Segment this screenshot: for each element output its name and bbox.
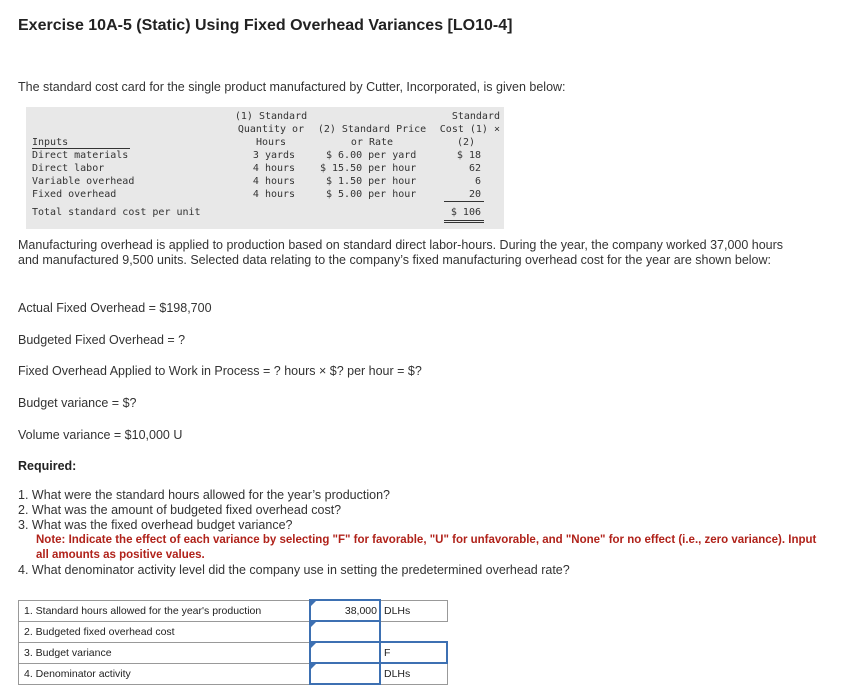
required-heading: Required: bbox=[18, 459, 77, 473]
answer-row bbox=[19, 642, 448, 663]
header-qty-3: Hours bbox=[255, 137, 287, 148]
row-price: $ 1.50 per hour bbox=[326, 176, 417, 187]
exercise-title: Exercise 10A-5 (Static) Using Fixed Overhead Variances [LO10-4] bbox=[18, 17, 513, 34]
row-cost: 62 bbox=[468, 163, 481, 174]
header-qty-1: (1) Standard bbox=[234, 111, 308, 122]
answer-spacer bbox=[380, 621, 447, 642]
row-qty: 4 hours bbox=[252, 189, 296, 200]
fixed-overhead-applied: Fixed Overhead Applied to Work in Process = ? hours × $? per hour = $? bbox=[18, 364, 422, 378]
answer-row bbox=[19, 600, 448, 621]
row-qty: 4 hours bbox=[252, 163, 296, 174]
row-price: $ 5.00 per hour bbox=[326, 189, 417, 200]
standard-hours-value: 38,000 bbox=[344, 604, 377, 617]
row-cost: 20 bbox=[468, 189, 481, 200]
intro-text: The standard cost card for the single product manufactured by Cutter, Incorporated, is given below: bbox=[18, 80, 566, 94]
total-double-line-1 bbox=[444, 220, 484, 221]
row-qty: 3 yards bbox=[252, 150, 296, 161]
budget-variance-input[interactable] bbox=[310, 642, 380, 663]
standard-cost-card bbox=[26, 107, 504, 229]
volume-variance-fact: Volume variance = $10,000 U bbox=[18, 428, 183, 442]
variance-effect-select[interactable]: F bbox=[380, 642, 447, 663]
row-cost: 6 bbox=[474, 176, 481, 187]
row-price: $ 6.00 per yard bbox=[326, 150, 417, 161]
question-item: 1. What were the standard hours allowed for the year’s production? bbox=[18, 488, 390, 502]
question-item: 2. What was the amount of budgeted fixed overhead cost? bbox=[18, 503, 342, 517]
header-cost-3: (2) bbox=[456, 137, 476, 148]
header-cost-1: Standard bbox=[451, 111, 500, 122]
header-price-1: (2) Standard Price bbox=[317, 124, 427, 135]
answer-table bbox=[18, 599, 448, 685]
answer-unit: DLHs bbox=[380, 663, 447, 684]
header-price-2: or Rate bbox=[350, 137, 394, 148]
subtotal-line bbox=[444, 201, 484, 202]
actual-fixed-overhead: Actual Fixed Overhead = $198,700 bbox=[18, 301, 212, 315]
total-label: Total standard cost per unit bbox=[32, 207, 201, 218]
question-item: 4. What denominator activity level did the company use in setting the predetermined overhead rate? bbox=[18, 563, 570, 577]
answer-unit: DLHs bbox=[380, 600, 447, 621]
header-qty-2: Quantity or bbox=[237, 124, 305, 135]
questions-list bbox=[18, 488, 818, 578]
answer-label: 1. Standard hours allowed for the year's production bbox=[19, 600, 311, 621]
answer-row bbox=[19, 621, 448, 642]
answer-label: 2. Budgeted fixed overhead cost bbox=[19, 621, 311, 642]
variance-note: Note: Indicate the effect of each variance by selecting "F" for favorable, "U" for unfavorable, and "None" for no effect (i.e., zero variance). Input all amounts as positive values. bbox=[36, 534, 817, 561]
total-value: $ 106 bbox=[450, 207, 481, 218]
total-double-line-2 bbox=[444, 222, 484, 223]
budget-variance-fact: Budget variance = $? bbox=[18, 396, 137, 410]
row-price: $ 15.50 per hour bbox=[320, 163, 417, 174]
overhead-paragraph: Manufacturing overhead is applied to production based on standard direct labor-hours. During the year, the company worked 37,000 hours and manufactured 9,500 units. Selected data relating to the company’s fixed manufacturing overhead cost for the year are shown below: bbox=[18, 238, 784, 267]
answer-row bbox=[19, 663, 448, 684]
row-input: Direct labor bbox=[32, 163, 105, 174]
answer-label: 3. Budget variance bbox=[19, 642, 311, 663]
row-qty: 4 hours bbox=[252, 176, 296, 187]
denominator-activity-input[interactable] bbox=[310, 663, 380, 684]
answer-label: 4. Denominator activity bbox=[19, 663, 311, 684]
row-input: Fixed overhead bbox=[32, 189, 117, 200]
header-inputs: Inputs bbox=[32, 137, 69, 148]
row-cost: $ 18 bbox=[456, 150, 481, 161]
header-cost-2: Cost (1) × bbox=[439, 124, 500, 135]
row-input: Variable overhead bbox=[32, 176, 135, 187]
question-item: 3. What was the fixed overhead budget variance? bbox=[18, 518, 293, 532]
budgeted-overhead-input[interactable] bbox=[310, 621, 380, 642]
standard-hours-input[interactable] bbox=[310, 600, 380, 621]
row-input: Direct materials bbox=[32, 150, 129, 161]
budgeted-fixed-overhead: Budgeted Fixed Overhead = ? bbox=[18, 333, 186, 347]
